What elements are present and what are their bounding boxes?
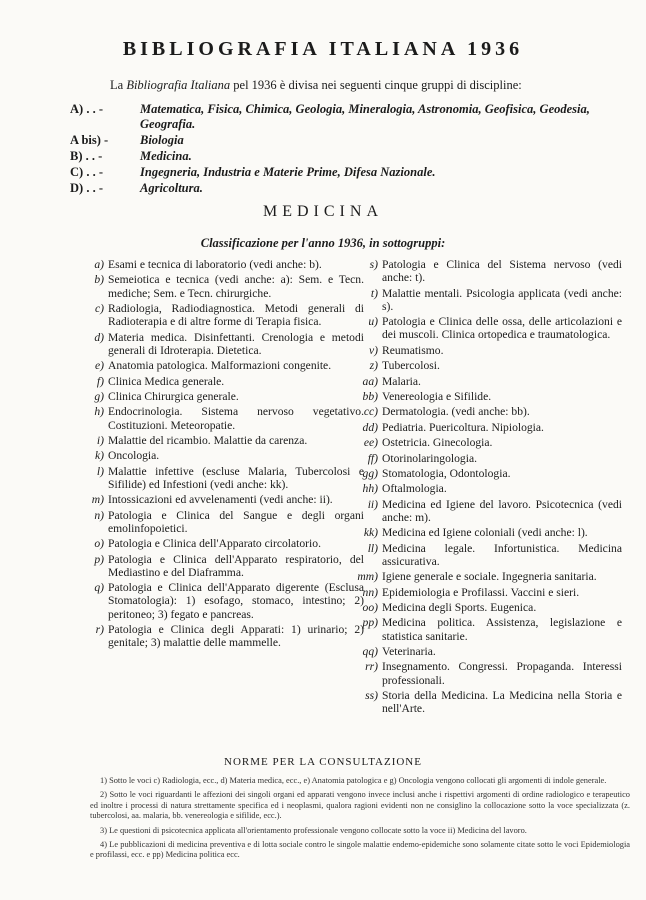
item-key: z) xyxy=(369,359,378,373)
classification-item xyxy=(84,509,364,535)
classification-item xyxy=(342,359,622,372)
item-key: s) xyxy=(369,258,378,271)
classification-item xyxy=(342,601,622,614)
classification-item xyxy=(342,467,622,480)
classification-item xyxy=(84,390,364,403)
item-label: Patologia e Clinica delle ossa, delle articolazioni e dei muscoli. Clinica ortopedica e traumatologica. xyxy=(382,315,622,342)
item-key: d) xyxy=(94,330,104,344)
note-item: 4) Le pubblicazioni di medicina preventiva e di lotta sociale contro le singole malattie endemo-epidemiche sono solamente citate sotto le voci Epidemiologia e profilassi, ecc. e pp) Medicina politica ecc. xyxy=(90,840,630,860)
classification-item xyxy=(84,553,364,579)
classification-item xyxy=(342,287,622,313)
item-key: c) xyxy=(94,301,104,315)
group-code: A bis) - xyxy=(70,133,109,147)
item-key: qq) xyxy=(362,645,378,659)
item-label: Ostetricia. Ginecologia. xyxy=(382,436,493,450)
group-code: C) . . - xyxy=(70,165,103,179)
item-label: Storia della Medicina. La Medicina nella Storia e nell'Arte. xyxy=(382,689,622,716)
classification-item xyxy=(342,344,622,357)
classification-item xyxy=(342,526,622,539)
item-label: Patologia e Clinica degli Apparati: 1) urinario; 2) genitale; 3) malattie delle mammelle. xyxy=(108,623,364,650)
item-key: q) xyxy=(94,581,104,595)
item-label: Patologia e Clinica dell'Apparato respiratorio, del Mediastino e del Diaframma. xyxy=(108,552,364,579)
item-label: Medicina politica. Assistenza, legislazione e statistica sanitarie. xyxy=(382,616,622,643)
item-key: i) xyxy=(96,433,104,447)
classification-item xyxy=(342,616,622,642)
item-key: kk) xyxy=(363,526,378,540)
item-label: Patologia e Clinica del Sangue e degli organi emolinfopoietici. xyxy=(108,508,364,535)
intro-italic: Bibliografia Italiana xyxy=(126,78,231,92)
item-key: e) xyxy=(94,359,104,373)
item-key: b) xyxy=(94,273,104,287)
item-label: Patologia e Clinica dell'Apparato circolatorio. xyxy=(108,537,321,551)
group-text: Agricoltura. xyxy=(140,181,203,195)
item-key: ii) xyxy=(367,497,378,511)
classification-subtitle: Classificazione per l'anno 1936, in sottogruppi: xyxy=(200,236,446,250)
discipline-groups xyxy=(70,102,610,197)
item-label: Intossicazioni ed avvelenamenti (vedi anche: ii). xyxy=(108,493,333,507)
item-label: Veterinaria. xyxy=(382,645,436,659)
group-item xyxy=(70,149,610,164)
group-item xyxy=(70,133,610,148)
item-label: Medicina ed Igiene del lavoro. Psicotecnica (vedi anche: m). xyxy=(382,497,622,524)
item-key: ss) xyxy=(365,689,378,703)
item-key: cc) xyxy=(363,405,378,419)
item-label: Semeiotica e tecnica (vedi anche: a): Sem. e Tecn. mediche; Sem. e Tecn. chirurgiche. xyxy=(108,273,364,300)
item-label: Materia medica. Disinfettanti. Crenologia e metodi generali di Idroterapia. Dietetica. xyxy=(108,330,364,357)
item-key: l) xyxy=(96,464,104,478)
item-key: v) xyxy=(368,343,378,357)
group-text: Biologia xyxy=(140,133,184,147)
page-title: BIBLIOGRAFIA ITALIANA 1936 xyxy=(122,38,524,60)
group-item xyxy=(70,102,610,132)
item-key: hh) xyxy=(362,482,378,496)
classification-item xyxy=(84,434,364,447)
item-label: Patologia e Clinica del Sistema nervoso (vedi anche: t). xyxy=(382,258,622,285)
group-text: Matematica, Fisica, Chimica, Geologia, Mineralogia, Astronomia, Geofisica, Geodesia, Geografia. xyxy=(140,102,590,131)
classification-item xyxy=(342,542,622,568)
classification-item xyxy=(342,405,622,418)
classification-item xyxy=(84,493,364,506)
item-key: oo) xyxy=(362,601,378,615)
item-label: Reumatismo. xyxy=(382,343,444,357)
section-title: MEDICINA xyxy=(263,203,383,220)
item-key: g) xyxy=(94,389,104,403)
classification-item xyxy=(84,537,364,550)
item-key: t) xyxy=(370,286,378,300)
classification-item xyxy=(342,315,622,341)
group-code: A) . . - xyxy=(70,102,103,116)
item-key: m) xyxy=(91,493,104,507)
item-label: Tubercolosi. xyxy=(382,359,440,373)
intro-line xyxy=(110,78,522,93)
item-key: pp) xyxy=(362,616,378,630)
group-item xyxy=(70,165,610,180)
classification-item xyxy=(342,482,622,495)
classification-item xyxy=(84,359,364,372)
item-label: Insegnamento. Congressi. Propaganda. Interessi professionali. xyxy=(382,660,622,687)
item-key: u) xyxy=(368,315,378,329)
item-label: Otorinolaringologia. xyxy=(382,451,477,465)
item-label: Clinica Medica generale. xyxy=(108,374,225,388)
item-key: h) xyxy=(94,405,104,419)
group-item xyxy=(70,181,610,196)
classification-item xyxy=(342,689,622,715)
item-key: rr) xyxy=(365,660,378,674)
item-label: Malattie mentali. Psicologia applicata (vedi anche: s). xyxy=(382,286,622,313)
item-key: n) xyxy=(94,508,104,522)
right-column xyxy=(342,258,622,718)
item-label: Endocrinologia. Sistema nervoso vegetativo. Costituzioni. Meteoropatie. xyxy=(108,405,364,432)
item-label: Pediatria. Puericoltura. Nipiologia. xyxy=(382,420,544,434)
item-label: Malattie del ricambio. Malattie da carenza. xyxy=(108,433,308,447)
item-key: a) xyxy=(94,258,104,271)
item-label: Clinica Chirurgica generale. xyxy=(108,389,239,403)
item-label: Esami e tecnica di laboratorio (vedi anche: b). xyxy=(108,258,322,271)
item-label: Medicina degli Sports. Eugenica. xyxy=(382,601,537,615)
group-text: Ingegneria, Industria e Materie Prime, Difesa Nazionale. xyxy=(140,165,436,179)
item-key: mm) xyxy=(357,570,378,584)
item-key: bb) xyxy=(362,389,378,403)
item-label: Epidemiologia e Profilassi. Vaccini e sieri. xyxy=(382,585,580,599)
classification-item xyxy=(342,570,622,583)
classification-item xyxy=(84,405,364,431)
note-item: 3) Le questioni di psicotecnica applicata all'orientamento professionale vengono collocate sotto la voce ii) Medicina del lavoro. xyxy=(100,825,527,835)
classification-item xyxy=(342,258,622,284)
classification-item xyxy=(342,390,622,403)
notes xyxy=(90,776,630,865)
item-label: Malattie infettive (escluse Malaria, Tubercolosi e Sifilide) ed Infestioni (vedi anche: kk). xyxy=(108,464,364,491)
norme-title: NORME PER LA CONSULTAZIONE xyxy=(224,756,422,768)
intro-suffix: pel 1936 è divisa nei seguenti cinque gruppi di discipline: xyxy=(230,78,522,92)
item-label: Anatomia patologica. Malformazioni congenite. xyxy=(108,359,332,373)
item-label: Patologia e Clinica dell'Apparato digerente (Esclusa Stomatologia): 1) esofago, stomaco, intestino; 2) peritoneo; 3) fegato e pancreas. xyxy=(108,581,364,621)
item-key: gg) xyxy=(362,466,378,480)
classification-item xyxy=(84,581,364,621)
group-code: B) . . - xyxy=(70,149,103,163)
classification-item xyxy=(84,331,364,357)
classification-item xyxy=(342,586,622,599)
classification-item xyxy=(84,258,364,271)
note-item: 2) Sotto le voci riguardanti le affezioni dei singoli organi ed apparati vengono invece inclusi anche i rispettivi argomenti di ordine radiologico e terapeutico ed inoltre i processi di natura strettamente specifica ed i neoplasmi, qualora ragioni evidenti non ne consiglino la collocazione sotto la voce specializzata (z. tubercolosi, aa. malaria, bb. venereologia e sifilide, ecc.). xyxy=(90,790,630,821)
item-label: Dermatologia. (vedi anche: bb). xyxy=(382,405,530,419)
item-key: p) xyxy=(94,552,104,566)
item-label: Medicina ed Igiene coloniali (vedi anche: l). xyxy=(382,526,588,540)
classification-item xyxy=(84,623,364,649)
classification-item xyxy=(342,436,622,449)
classification-item xyxy=(342,498,622,524)
item-label: Oftalmologia. xyxy=(382,482,447,496)
intro-prefix: La xyxy=(110,78,127,92)
classification-item xyxy=(84,465,364,491)
classification-item xyxy=(342,421,622,434)
item-label: Oncologia. xyxy=(108,449,160,463)
classification-item xyxy=(84,302,364,328)
item-label: Venereologia e Sifilide. xyxy=(382,389,492,403)
item-key: aa) xyxy=(362,374,378,388)
item-label: Radiologia, Radiodiagnostica. Metodi generali di Radioterapia e di altre forme di Terapia fisica. xyxy=(108,301,364,329)
group-text: Medicina. xyxy=(140,149,192,163)
group-code: D) . . - xyxy=(70,181,103,195)
item-key: dd) xyxy=(362,420,378,434)
note-item: 1) Sotto le voci c) Radiologia, ecc., d) Materia medica, ecc., e) Anatomia patologica e g) Oncologia vengono collocati gli argomenti di indole generale. xyxy=(100,776,607,785)
item-key: ff) xyxy=(367,451,378,465)
item-key: ll) xyxy=(367,541,378,555)
item-label: Malaria. xyxy=(382,374,421,388)
classification-item xyxy=(84,375,364,388)
item-key: o) xyxy=(94,537,104,551)
item-key: f) xyxy=(96,374,104,388)
classification-item xyxy=(84,449,364,462)
classification-item xyxy=(342,660,622,686)
item-key: k) xyxy=(94,449,104,463)
classification-item xyxy=(342,645,622,658)
classification-item xyxy=(84,273,364,299)
item-label: Igiene generale e sociale. Ingegneria sanitaria. xyxy=(382,570,597,584)
item-label: Stomatologia, Odontologia. xyxy=(382,466,511,480)
item-label: Medicina legale. Infortunistica. Medicina assicurativa. xyxy=(382,541,622,568)
item-key: ee) xyxy=(363,436,378,450)
item-key: nn) xyxy=(362,585,378,599)
classification-item xyxy=(342,452,622,465)
classification-item xyxy=(342,375,622,388)
left-column xyxy=(84,258,364,652)
item-key: r) xyxy=(95,623,104,637)
